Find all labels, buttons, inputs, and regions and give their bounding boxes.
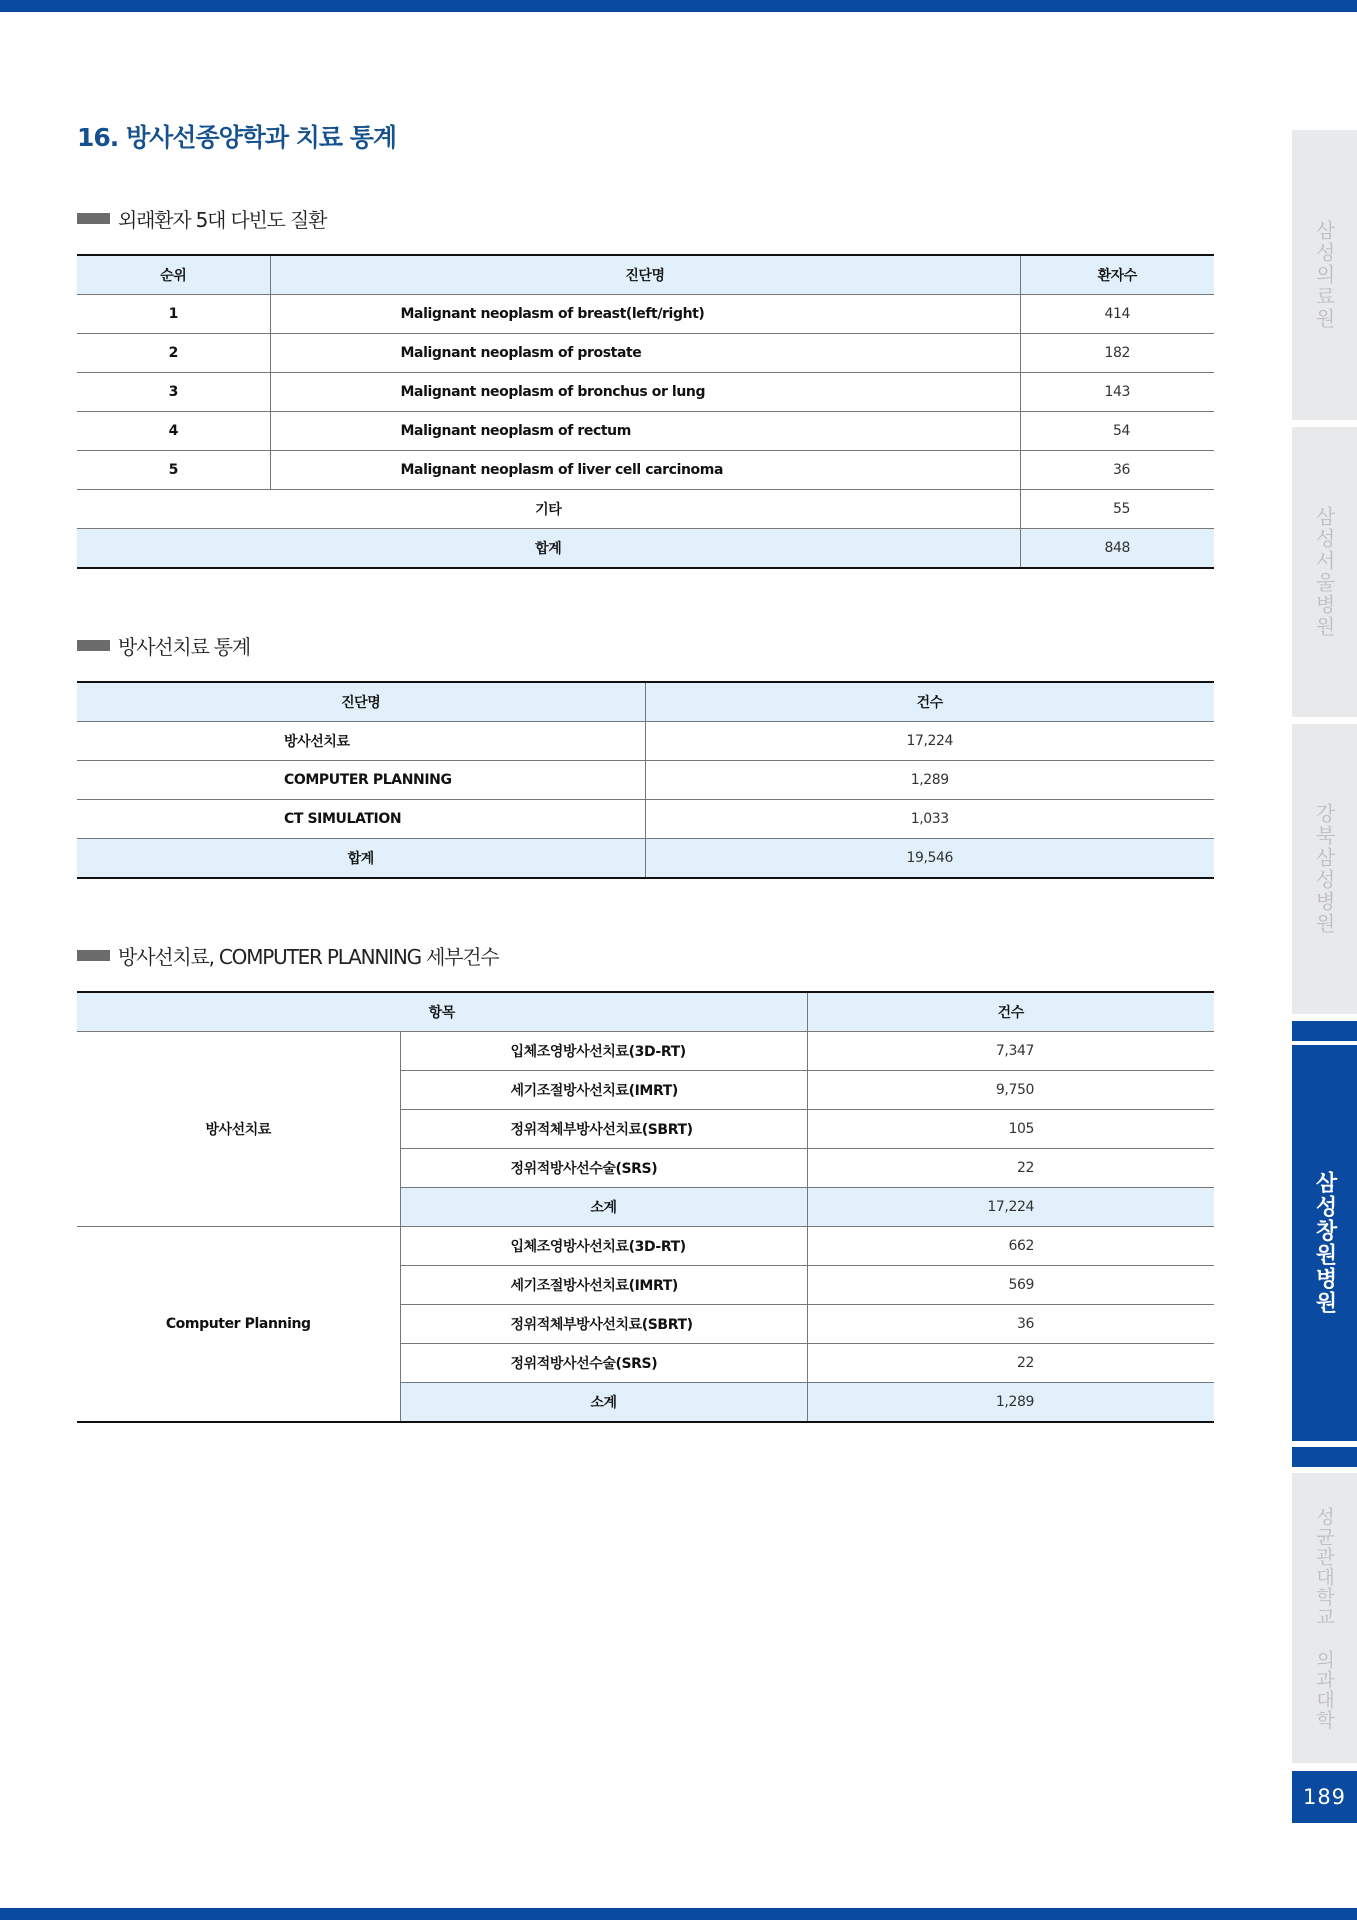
subtotal-label: 소계 — [400, 1383, 807, 1423]
group-label-radiotherapy: 방사선치료 — [77, 1032, 400, 1227]
diagnosis-cell: Malignant neoplasm of liver cell carcinoma — [270, 451, 1020, 490]
item-cell: 입체조영방사선치료(3D-RT) — [400, 1032, 807, 1071]
table-row — [77, 451, 1214, 490]
table-row — [77, 334, 1214, 373]
group-label-computer-planning: Computer Planning — [77, 1227, 400, 1423]
subtotal-count: 1,289 — [807, 1383, 1214, 1423]
table-row — [77, 412, 1214, 451]
side-tab-divider — [1292, 1447, 1357, 1467]
item-cell: 정위적방사선수술(SRS) — [400, 1344, 807, 1383]
page-number: 189 — [1292, 1771, 1357, 1823]
item-cell: 정위적체부방사선치료(SBRT) — [400, 1110, 807, 1149]
diagnosis-cell: Malignant neoplasm of breast(left/right) — [270, 295, 1020, 334]
header-cases: 건수 — [645, 682, 1214, 722]
section-heading-radiotherapy-stats — [77, 631, 250, 660]
table-row — [77, 373, 1214, 412]
count-cell: 1,033 — [645, 800, 1214, 839]
item-cell: 정위적체부방사선치료(SBRT) — [400, 1305, 807, 1344]
table-row — [77, 1032, 1214, 1071]
item-cell: 정위적방사선수술(SRS) — [400, 1149, 807, 1188]
rank-cell: 5 — [77, 451, 270, 490]
count-cell: 569 — [807, 1266, 1214, 1305]
heading-bar-icon — [77, 950, 110, 961]
side-tab-label: 삼성창원병원 — [1312, 1171, 1337, 1315]
section-heading-label: 방사선치료 통계 — [118, 635, 250, 659]
side-tab-label: 삼성의료원 — [1312, 220, 1336, 330]
header-item: 항목 — [77, 992, 807, 1032]
table-row — [77, 800, 1214, 839]
diagnosis-cell: Malignant neoplasm of rectum — [270, 412, 1020, 451]
side-tab-samsung-changwon-hospital[interactable] — [1292, 1045, 1357, 1441]
side-tab-divider — [1292, 1021, 1357, 1041]
diagnosis-cell: 방사선치료 — [77, 722, 645, 761]
top5-diseases-table — [77, 254, 1214, 569]
rank-cell: 4 — [77, 412, 270, 451]
total-count: 19,546 — [645, 839, 1214, 879]
table-header-row — [77, 992, 1214, 1032]
table-row — [77, 295, 1214, 334]
top-accent-bar — [0, 0, 1357, 12]
rank-cell: 1 — [77, 295, 270, 334]
count-cell: 36 — [807, 1305, 1214, 1344]
count-cell: 662 — [807, 1227, 1214, 1266]
item-cell: 세기조절방사선치료(IMRT) — [400, 1071, 807, 1110]
table-row-other — [77, 490, 1214, 529]
table-row — [77, 722, 1214, 761]
bottom-accent-bar — [0, 1908, 1357, 1920]
table-header-row — [77, 255, 1214, 295]
count-cell: 143 — [1020, 373, 1214, 412]
total-label: 합계 — [77, 839, 645, 879]
count-cell: 1,289 — [645, 761, 1214, 800]
diagnosis-cell: CT SIMULATION — [77, 800, 645, 839]
count-cell: 22 — [807, 1344, 1214, 1383]
item-cell: 입체조영방사선치료(3D-RT) — [400, 1227, 807, 1266]
count-cell: 7,347 — [807, 1032, 1214, 1071]
diagnosis-cell: COMPUTER PLANNING — [77, 761, 645, 800]
section-heading-label: 방사선치료, COMPUTER PLANNING 세부건수 — [118, 945, 499, 969]
rank-cell: 3 — [77, 373, 270, 412]
subtotal-count: 17,224 — [807, 1188, 1214, 1227]
count-cell: 414 — [1020, 295, 1214, 334]
count-cell: 17,224 — [645, 722, 1214, 761]
count-cell: 22 — [807, 1149, 1214, 1188]
section-heading-detail-counts — [77, 941, 499, 970]
side-tab-samsung-seoul-hospital[interactable] — [1292, 427, 1357, 717]
total-count: 848 — [1020, 529, 1214, 569]
item-cell: 세기조절방사선치료(IMRT) — [400, 1266, 807, 1305]
side-tab-kangbuk-samsung-hospital[interactable] — [1292, 724, 1357, 1014]
diagnosis-cell: Malignant neoplasm of prostate — [270, 334, 1020, 373]
count-cell: 36 — [1020, 451, 1214, 490]
count-cell: 182 — [1020, 334, 1214, 373]
table-header-row — [77, 682, 1214, 722]
section-heading-label: 외래환자 5대 다빈도 질환 — [118, 208, 327, 232]
table-row-total — [77, 839, 1214, 879]
side-tab-label: 삼성서울병원 — [1312, 506, 1336, 638]
heading-bar-icon — [77, 640, 110, 651]
header-diagnosis: 진단명 — [270, 255, 1020, 295]
page-title: 16. 방사선종양학과 치료 통계 — [77, 123, 397, 152]
side-tab-label: 성균관대학교 의과대학 — [1313, 1506, 1335, 1730]
table-row — [77, 1227, 1214, 1266]
section-heading-top5 — [77, 204, 326, 233]
diagnosis-cell: Malignant neoplasm of bronchus or lung — [270, 373, 1020, 412]
heading-bar-icon — [77, 213, 110, 224]
header-rank: 순위 — [77, 255, 270, 295]
header-patient-count: 환자수 — [1020, 255, 1214, 295]
other-count: 55 — [1020, 490, 1214, 529]
table-row — [77, 761, 1214, 800]
subtotal-label: 소계 — [400, 1188, 807, 1227]
side-tab-skku-medicine[interactable] — [1292, 1473, 1357, 1763]
total-label: 합계 — [77, 529, 1020, 569]
count-cell: 105 — [807, 1110, 1214, 1149]
count-cell: 9,750 — [807, 1071, 1214, 1110]
radiotherapy-stats-table — [77, 681, 1214, 879]
header-diagnosis: 진단명 — [77, 682, 645, 722]
header-cases: 건수 — [807, 992, 1214, 1032]
side-tab-label: 강북삼성병원 — [1312, 803, 1336, 935]
side-tab-samsung-medical-center[interactable] — [1292, 130, 1357, 420]
count-cell: 54 — [1020, 412, 1214, 451]
table-row-total — [77, 529, 1214, 569]
other-label: 기타 — [77, 490, 1020, 529]
rank-cell: 2 — [77, 334, 270, 373]
detail-counts-table — [77, 991, 1214, 1423]
